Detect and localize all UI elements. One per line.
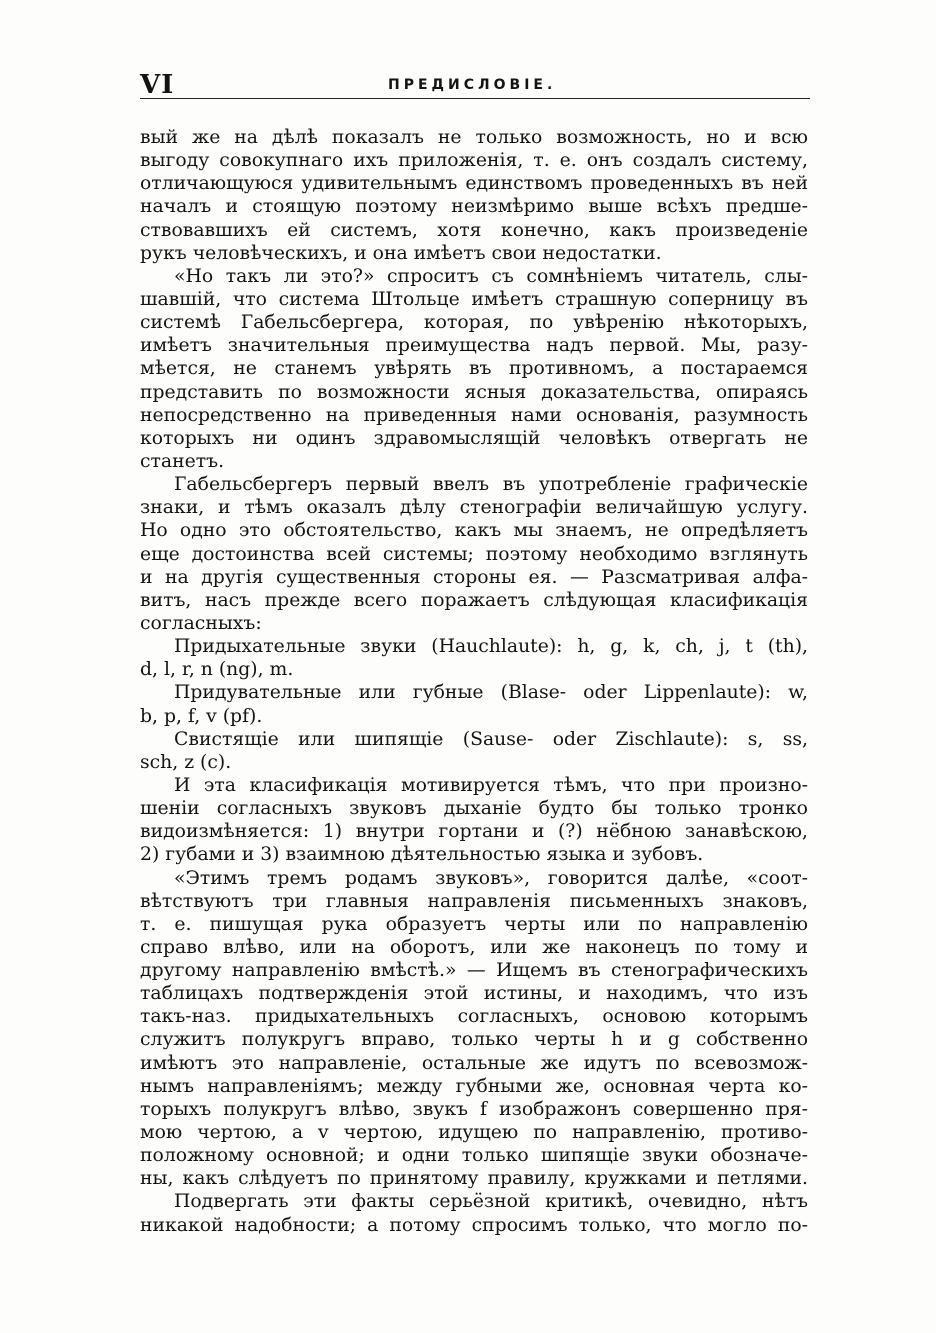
text-line: Подвергать эти факты серьёзной критикѣ, очевидно, нѣтъ — [174, 1191, 808, 1213]
text-line: т. е. пишущая рука образуетъ черты или по направленію — [140, 913, 808, 935]
text-line: торыхъ полукругъ влѣво, звукъ f изображонъ совершенно пря- — [140, 1098, 808, 1120]
text-line: sch, z (c). — [140, 751, 232, 773]
running-head: ПРЕДИСЛОВІЕ. — [388, 77, 557, 93]
body-text — [140, 126, 808, 1237]
text-line: положному основной; и одни только шипящіе звуки обозначе- — [140, 1145, 808, 1167]
text-line: служитъ полукругъ вправо, только черты h и g собственно — [140, 1029, 808, 1051]
text-line: видоизмѣняется: 1) внутри гортани и (?) нёбною занавѣскою, — [140, 821, 808, 843]
text-line: витъ, насъ прежде всего поражаетъ слѣдующая класификація — [140, 589, 808, 611]
text-line: мою чертою, а v чертою, идущею по направленію, противо- — [140, 1122, 808, 1144]
text-line: такъ-наз. придыхательныхъ согласныхъ, основою которымъ — [140, 1006, 808, 1028]
text-line: Свистящіе или шипящіе (Sause- oder Zischlaute): s, ss, — [174, 728, 808, 750]
text-line: шавшій, что система Штольце имѣетъ страшную соперницу въ — [140, 288, 808, 310]
text-line: отличающуюся удивительнымъ единствомъ проведенныхъ въ ней — [140, 173, 808, 195]
text-line: «Этимъ тремъ родамъ звуковъ», говорится далѣе, «соот- — [174, 867, 808, 889]
text-line: И эта класификація мотивируется тѣмъ, что при произно- — [174, 774, 808, 796]
text-line: имѣетъ значительныя преимущества надъ первой. Мы, разу- — [140, 335, 808, 357]
text-line: b, p, f, v (pf). — [140, 705, 263, 727]
page-number: VI — [140, 70, 175, 100]
text-line: нымъ направленіямъ; между губными же, основная черта ко- — [140, 1075, 808, 1097]
text-line: системѣ Габельсбергера, которая, по увѣренію нѣкоторыхъ, — [140, 312, 808, 334]
text-line: знаки, и тѣмъ оказалъ дѣлу стенографіи величайшую услугу. — [140, 497, 808, 519]
text-line: и на другія существенныя стороны ея. — Разсматривая алфа- — [140, 566, 808, 588]
text-line: вѣтствуютъ три главныя направленія письменныхъ знаковъ, — [140, 890, 808, 912]
text-line: d, l, r, n (ng), m. — [140, 659, 294, 681]
text-line: вый же на дѣлѣ показалъ не только возможность, но и всю — [140, 127, 808, 148]
text-line: непосредственно на приведенныя нами основанія, разумность — [140, 404, 808, 426]
text-line: которыхъ ни одинъ здравомыслящій человѣкъ отвергать не — [140, 427, 808, 449]
text-line: Придыхательные звуки (Hauchlaute): h, g, k, ch, j, t (th), — [174, 636, 808, 658]
text-line: «Но такъ ли это?» спроситъ съ сомнѣніемъ читатель, слы- — [174, 265, 808, 287]
page-header — [140, 70, 810, 106]
text-line: станетъ. — [140, 450, 225, 472]
text-line: другому направленію вмѣстѣ.» — Ищемъ въ стенографическихъ — [140, 960, 808, 982]
text-line: ствовавшихъ ей системъ, хотя конечно, какъ произведеніе — [140, 219, 808, 241]
text-line: таблицахъ подтвержденія этой истины, и находимъ, что изъ — [140, 983, 808, 1005]
text-line: началъ и стоящую поэтому неизмѣримо выше всѣхъ предше- — [140, 196, 808, 218]
text-line: Габельсбергеръ первый ввелъ въ употребленіе графическіе — [174, 474, 808, 496]
text-line: имѣютъ это направленіе, остальные же идутъ по всевозмож- — [140, 1052, 808, 1074]
text-line: рукъ человѣческихъ, и она имѣетъ свои недостатки. — [140, 242, 662, 264]
text-line: выгоду совокупнаго ихъ приложенія, т. е. онъ создалъ систему, — [140, 150, 808, 172]
header-rule — [140, 98, 810, 99]
text-line: Придувательные или губные (Blase- oder Lippenlaute): w, — [174, 682, 808, 704]
text-line: шеніи согласныхъ звуковъ дыханіе будто бы только тронко — [140, 798, 808, 820]
text-line: представить по возможности ясныя доказательства, опираясь — [140, 381, 808, 403]
text-line: Но одно это обстоятельство, какъ мы знаемъ, не опредѣляетъ — [140, 520, 808, 542]
text-line: справо влѣво, или на оборотъ, или же наконецъ по тому и — [140, 936, 808, 958]
text-line: 2) губами и 3) взаимною дѣятельностью языка и зубовъ. — [140, 844, 704, 866]
text-line: никакой надобности; а потому спросимъ только, что могло по- — [140, 1214, 808, 1236]
text-line: мѣется, не станемъ увѣрять въ противномъ, а постараемся — [140, 358, 808, 380]
text-line: ны, какъ слѣдуетъ по принятому правилу, кружками и петлями. — [140, 1168, 808, 1190]
text-line: еще достоинства всей системы; поэтому необходимо взглянуть — [140, 543, 808, 565]
text-line: согласныхъ: — [140, 612, 262, 634]
